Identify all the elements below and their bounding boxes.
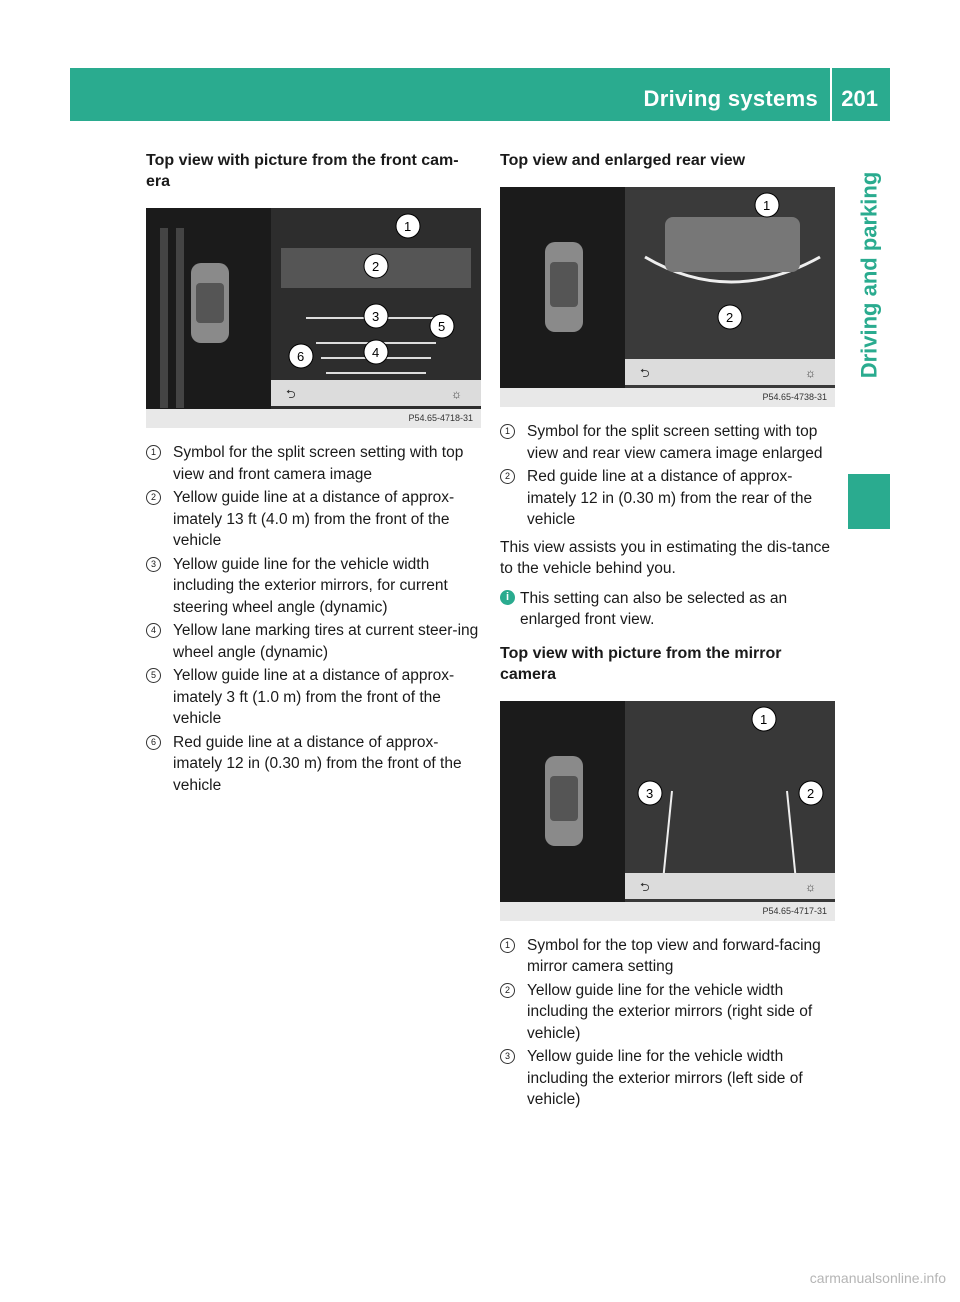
- svg-text:1: 1: [763, 198, 771, 213]
- svg-text:⮌: ⮌: [640, 879, 650, 894]
- side-tab: [848, 140, 890, 410]
- list-item: 3 Yellow guide line for the vehicle width including the exterior mirrors, for current steering wheel angle (dynamic): [146, 554, 481, 619]
- page-header: [70, 68, 890, 121]
- rear-view-heading: Top view and enlarged rear view: [500, 152, 746, 169]
- section-title: Driving systems: [643, 86, 818, 111]
- rear-view-paragraph: This view assists you in estimating the dis-tance to the vehicle behind you.: [500, 538, 830, 577]
- side-tab-marker: [848, 474, 890, 529]
- list-item: 2 Yellow guide line at a distance of approx-imately 13 ft (4.0 m) from the front of the vehicle: [146, 487, 481, 552]
- rear-view-legend: [500, 421, 835, 531]
- list-item: 1 Symbol for the split screen setting with top view and rear view camera image enlarged: [500, 421, 835, 464]
- mirror-camera-legend: [500, 935, 835, 1111]
- svg-text:1: 1: [760, 711, 768, 727]
- page-number: 201: [841, 86, 878, 111]
- left-column: [146, 150, 481, 798]
- svg-text:1: 1: [404, 219, 412, 234]
- figure-caption: P54.65-4718-31: [146, 409, 481, 428]
- list-item: 2 Red guide line at a distance of approx-imately 12 in (0.30 m) from the rear of the vehicle: [500, 466, 835, 531]
- header-divider: [830, 68, 832, 121]
- svg-text:⮌: ⮌: [286, 387, 296, 401]
- list-item: 1 Symbol for the top view and forward-facing mirror camera setting: [500, 935, 835, 978]
- svg-text:2: 2: [372, 259, 380, 274]
- rear-view-figure: [500, 187, 835, 407]
- info-icon: i: [500, 590, 515, 605]
- front-camera-screen-image: [146, 208, 481, 428]
- list-item: 4 Yellow lane marking tires at current steer-ing wheel angle (dynamic): [146, 620, 481, 663]
- right-column: [500, 150, 835, 1113]
- svg-text:5: 5: [438, 319, 446, 334]
- figure-caption: P54.65-4717-31: [500, 902, 835, 921]
- watermark: carmanualsonline.info: [809, 1270, 946, 1286]
- mirror-camera-screen-image: [500, 701, 835, 921]
- list-item: 1 Symbol for the split screen setting with top view and front camera image: [146, 442, 481, 485]
- front-camera-figure: [146, 208, 481, 428]
- front-camera-heading-text: Top view with picture from the front cam- era: [146, 152, 459, 190]
- front-camera-legend: [146, 442, 481, 796]
- svg-text:4: 4: [372, 345, 380, 360]
- list-item: 6 Red guide line at a distance of approx-imately 12 in (0.30 m) from the front of the vehicle: [146, 732, 481, 797]
- svg-text:☼: ☼: [805, 879, 816, 894]
- front-camera-heading: [146, 150, 481, 192]
- figure-caption: P54.65-4738-31: [500, 388, 835, 407]
- list-item: 5 Yellow guide line at a distance of approx-imately 3 ft (1.0 m) from the front of the vehicle: [146, 665, 481, 730]
- svg-text:☼: ☼: [805, 366, 816, 380]
- mirror-camera-heading: Top view with picture from the mirror camera: [500, 644, 782, 683]
- svg-text:6: 6: [297, 349, 305, 364]
- svg-text:☼: ☼: [451, 387, 462, 401]
- svg-text:2: 2: [726, 310, 734, 325]
- side-tab-label: Driving and parking: [856, 171, 881, 379]
- svg-text:⮌: ⮌: [640, 366, 650, 380]
- list-item: 2 Yellow guide line for the vehicle width including the exterior mirrors (right side of vehicle): [500, 980, 835, 1045]
- info-note: i This setting can also be selected as an enlarged front view.: [500, 588, 835, 631]
- list-item: 3 Yellow guide line for the vehicle width including the exterior mirrors (left side of vehicle): [500, 1046, 835, 1111]
- rear-view-screen-image: [500, 187, 835, 407]
- svg-text:3: 3: [646, 785, 654, 801]
- svg-text:2: 2: [807, 785, 815, 801]
- mirror-camera-figure: [500, 701, 835, 921]
- svg-text:3: 3: [372, 309, 380, 324]
